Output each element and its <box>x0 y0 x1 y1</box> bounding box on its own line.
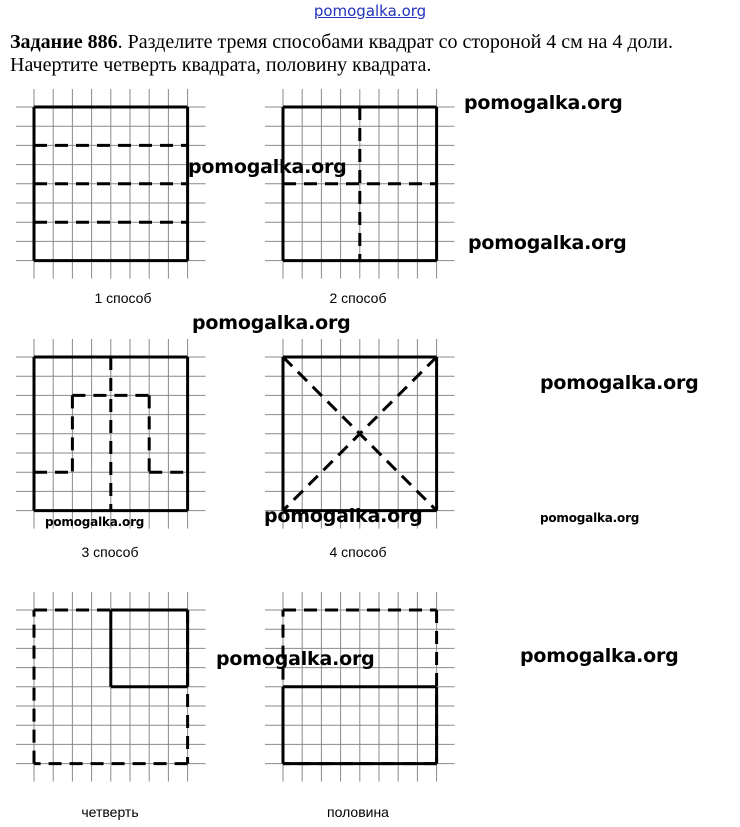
caption-quarter: четверть <box>81 804 139 820</box>
site-logo-link[interactable]: pomogalka.org <box>313 2 427 20</box>
watermark: pomogalka.org <box>464 92 623 114</box>
caption-way-1: 1 способ <box>94 290 152 306</box>
caption-way-4: 4 способ <box>329 544 387 560</box>
task-number: Задание 886 <box>10 31 118 53</box>
watermark: pomogalka.org <box>468 232 627 254</box>
watermark: pomogalka.org <box>540 372 699 394</box>
watermark: pomogalka.org <box>216 648 375 670</box>
watermark: pomogalka.org <box>188 156 347 178</box>
watermark: pomogalka.org <box>45 515 145 529</box>
caption-way-3: 3 способ <box>81 544 139 560</box>
watermark: pomogalka.org <box>192 312 351 334</box>
watermark: pomogalka.org <box>520 645 679 667</box>
watermark: pomogalka.org <box>540 511 640 525</box>
caption-half: половина <box>327 804 389 820</box>
task-text: . Разделите тремя способами квадрат со стороной 4 см на 4 доли. Начертите четверть квадрата, половину квадрата. <box>10 31 673 76</box>
caption-way-2: 2 способ <box>329 290 387 306</box>
watermark: pomogalka.org <box>264 505 423 527</box>
